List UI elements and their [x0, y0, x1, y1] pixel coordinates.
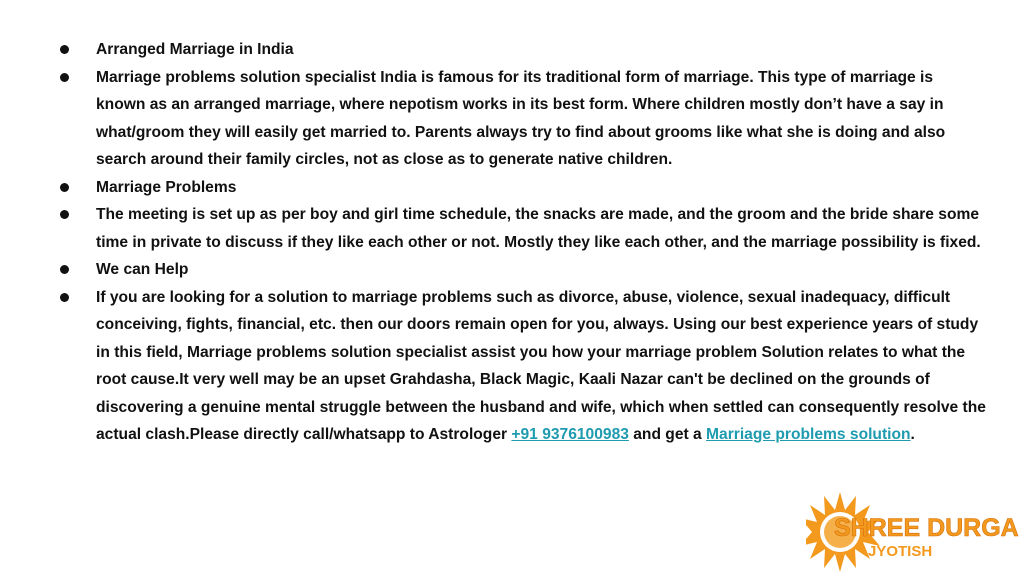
logo-subtitle: JYOTISH [868, 543, 933, 560]
bullet-item-paragraph [96, 64, 986, 174]
bullet-text: Marriage problems solution specialist India is famous for its traditional form of marriage. This type of marriage is known as an arranged marriage, where nepotism works in its best form. Where children mostly don’t have a say in what/groom they will easily get married to. Parents always try to find about grooms like what she is doing and also search around their family circles, not as close as to generate native children. [96, 68, 946, 168]
bullet-dot-icon [60, 265, 69, 274]
bullet-text: and get a [628, 426, 707, 443]
bullet-list [96, 36, 986, 449]
bullet-dot-icon [60, 210, 69, 219]
bullet-dot-icon [60, 293, 69, 302]
bullet-item-paragraph [96, 201, 986, 256]
bullet-text: If you are looking for a solution to marriage problems such as divorce, abuse, violence, sexual inadequacy, difficult conceiving, fights, financial, etc. then our doors remain open for you, always. Using our best experience years of study in this field, Marriage problems solution specialist assist you how your marriage problem Solution relates to what the root cause.It very well may be an upset Grahdasha, Black Magic, Kaali Nazar can't be declined on the grounds of discovering a genuine mental struggle between the husband and wife, which when settled can consequently resolve the actual clash.Please directly call/whatsapp to Astrologer [96, 288, 986, 443]
bullet-item-heading [96, 174, 986, 202]
bullet-dot-icon [60, 183, 69, 192]
shree-durga-jyotish-logo [806, 488, 1024, 576]
bullet-dot-icon [60, 45, 69, 54]
marriage-solution-link[interactable]: Marriage problems solution [706, 426, 911, 443]
phone-link[interactable]: +91 9376100983 [511, 426, 629, 443]
bullet-item-heading [96, 256, 986, 284]
logo-title: SHREE DURGA [834, 514, 1019, 542]
bullet-dot-icon [60, 73, 69, 82]
bullet-text: The meeting is set up as per boy and girl time schedule, the snacks are made, and the groom and the bride share some time in private to discuss if they like each other or not. Mostly they like each other, and the marriage possibility is fixed. [96, 206, 981, 251]
bullet-text: Marriage Problems [96, 178, 237, 196]
bullet-item-paragraph [96, 284, 986, 449]
bullet-text: We can Help [96, 261, 189, 278]
bullet-text: Arranged Marriage in India [96, 41, 294, 58]
bullet-text: . [910, 426, 915, 443]
bullet-item-heading [96, 36, 986, 64]
